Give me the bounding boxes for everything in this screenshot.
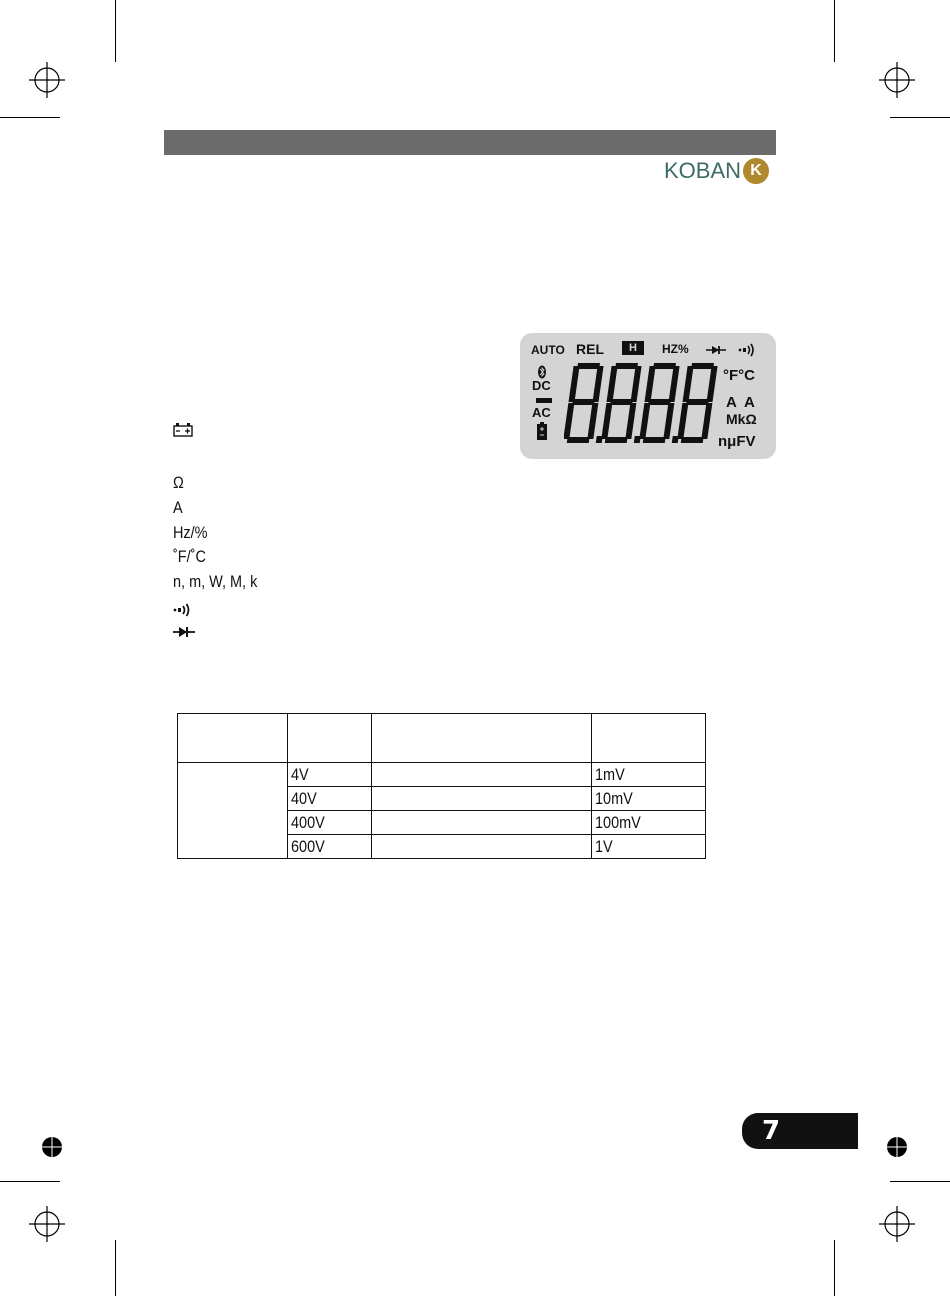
table-header-row <box>178 714 706 763</box>
header-bar <box>164 130 776 155</box>
table-accuracy-cell <box>372 811 592 835</box>
crop-line <box>0 1181 60 1182</box>
lcd-seven-segment-digits <box>564 363 720 447</box>
table-range-cell: 600V <box>288 835 372 859</box>
continuity-symbol-icon <box>173 602 195 618</box>
table-resolution-cell: 10mV <box>592 787 706 811</box>
table-range-cell: 4V <box>288 763 372 787</box>
table-accuracy-cell <box>372 787 592 811</box>
battery-symbol-icon <box>173 423 193 437</box>
lcd-dc: DC <box>532 378 551 393</box>
lcd-bluetooth-icon <box>537 365 547 379</box>
lcd-display <box>520 333 776 459</box>
crop-line <box>834 1240 835 1296</box>
lcd-bottom-units: nμFV <box>718 433 756 450</box>
table-header-cell <box>288 714 372 763</box>
lcd-amp-units: A A <box>726 394 755 411</box>
legend-item: n, m, W, M, k <box>173 572 258 591</box>
table-resolution-cell: 1V <box>592 835 706 859</box>
lcd-rel: REL <box>576 341 604 357</box>
lcd-hold: H <box>622 341 644 355</box>
legend-item: Ω <box>173 473 184 492</box>
crop-line <box>115 0 116 62</box>
lcd-degree-units: °F°C <box>723 367 755 384</box>
table-function-cell <box>178 763 288 859</box>
registration-dot-icon <box>886 1136 908 1158</box>
brand-name: KOBAN <box>664 158 742 183</box>
registration-mark-icon <box>877 1204 917 1244</box>
lcd-battery-icon <box>537 422 547 440</box>
lcd-digit <box>677 363 718 443</box>
table-resolution-cell: 1mV <box>592 763 706 787</box>
lcd-continuity-icon <box>738 342 758 358</box>
registration-dot-icon <box>41 1136 63 1158</box>
lcd-diode-icon <box>706 345 726 355</box>
table-resolution-cell: 100mV <box>592 811 706 835</box>
crop-line <box>0 117 60 118</box>
crop-line <box>834 0 835 62</box>
table-range-cell: 400V <box>288 811 372 835</box>
registration-mark-icon <box>27 60 67 100</box>
crop-line <box>890 1181 950 1182</box>
page-number: 7 <box>762 1116 781 1146</box>
table-accuracy-cell <box>372 835 592 859</box>
table-header-cell <box>372 714 592 763</box>
legend-item: A <box>173 498 183 517</box>
registration-mark-icon <box>27 1204 67 1244</box>
lcd-auto: AUTO <box>531 343 565 357</box>
crop-line <box>115 1240 116 1296</box>
lcd-hz-percent: HZ% <box>662 342 689 356</box>
brand-mark-icon: K <box>743 158 769 184</box>
page-number-tab <box>742 1113 858 1149</box>
diode-symbol-icon <box>173 626 195 638</box>
table-header-cell <box>178 714 288 763</box>
spec-table <box>177 713 706 859</box>
legend-item: ˚F/˚C <box>173 547 206 566</box>
brand-logo <box>664 157 769 185</box>
lcd-ac: AC <box>532 405 551 420</box>
table-range-cell: 40V <box>288 787 372 811</box>
registration-mark-icon <box>877 60 917 100</box>
lcd-dc-bar <box>536 398 552 403</box>
lcd-mk-ohm: MkΩ <box>726 411 757 427</box>
table-row <box>178 763 706 787</box>
table-accuracy-cell <box>372 763 592 787</box>
legend-item: Hz/% <box>173 523 208 542</box>
table-header-cell <box>592 714 706 763</box>
crop-line <box>890 117 950 118</box>
